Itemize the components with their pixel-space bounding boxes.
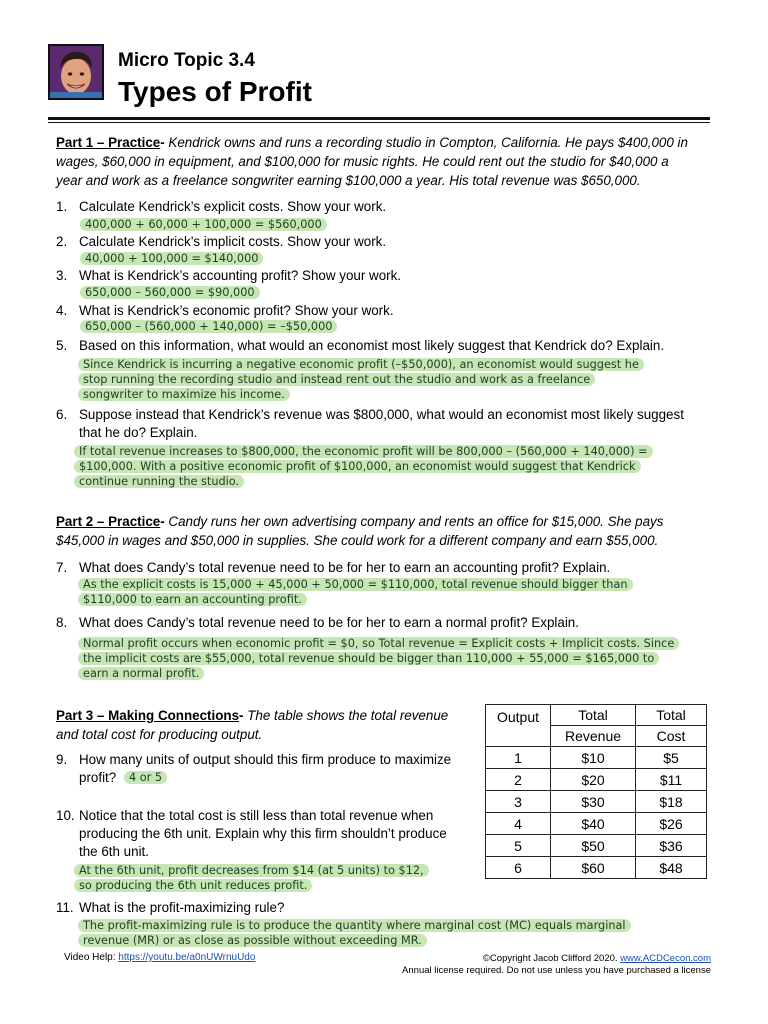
table-row (486, 791, 707, 813)
answer-8-line3: earn a normal profit. (78, 667, 204, 680)
question-10-line2: producing the 6th unit. Explain why this firm shouldn’t produce (79, 826, 447, 841)
video-help (64, 952, 255, 963)
cell-revenue: $10 (551, 747, 636, 769)
answer-5-line2: stop running the recording studio and instead rent out the studio and work as a freelance (78, 373, 595, 386)
part2-dash: - (160, 514, 169, 529)
cell-cost: $48 (636, 857, 707, 879)
part2-intro-line1: Candy runs her own advertising company and rents an office for $15,000. She pays (168, 514, 664, 529)
question-number: 3. (56, 268, 68, 283)
answer-2 (80, 251, 263, 266)
question-text (79, 751, 451, 787)
cell-cost: $26 (636, 813, 707, 835)
acdc-site-link[interactable]: www.ACDCecon.com (620, 953, 711, 964)
header-total-revenue-1: Total (551, 705, 636, 726)
answer-3-text: 650,000 – 560,000 = $90,000 (80, 286, 260, 299)
answer-6-line3: continue running the studio. (74, 475, 244, 488)
question-number: 11. (56, 900, 74, 915)
answer-9 (124, 771, 167, 784)
answer-6-line2: $100,000. With a positive economic profit of $100,000, an economist would suggest that Kendrick (74, 460, 641, 473)
author-portrait-icon (50, 46, 102, 98)
question-6-line1: Suppose instead that Kendrick’s revenue was $800,000, what would an economist most likely suggest (79, 407, 684, 422)
header-divider (48, 117, 710, 120)
answer-8 (78, 636, 679, 681)
cell-cost: $5 (636, 747, 707, 769)
answer-11-line1: The profit-maximizing rule is to produce the quantity where marginal cost (MC) equals marginal (78, 919, 631, 932)
question-9-line1: How many units of output should this firm produce to maximize (79, 752, 452, 767)
table-row (486, 769, 707, 791)
part2-heading: Part 2 – Practice (56, 514, 161, 529)
question-text: What does Candy’s total revenue need to be for her to earn an accounting profit? Explain. (79, 560, 611, 575)
answer-2-text: 40,000 + 100,000 = $140,000 (80, 252, 263, 265)
question-text: What is the profit-maximizing rule? (79, 900, 285, 915)
copyright-text: ©Copyright Jacob Clifford 2020. (482, 953, 621, 964)
copyright-block (402, 953, 711, 977)
question-text: Calculate Kendrick’s implicit costs. Show your work. (79, 234, 387, 249)
answer-7 (78, 577, 633, 607)
question-number: 4. (56, 303, 68, 318)
cell-cost: $11 (636, 769, 707, 791)
cell-output: 4 (486, 813, 551, 835)
answer-10-line1: At the 6th unit, profit decreases from $14 (at 5 units) to $12, (74, 864, 429, 877)
answer-3 (80, 285, 260, 300)
cell-revenue: $60 (551, 857, 636, 879)
answer-4 (80, 319, 337, 334)
answer-1-text: 400,000 + 60,000 + 100,000 = $560,000 (80, 218, 327, 231)
cell-output: 1 (486, 747, 551, 769)
answer-11 (78, 918, 631, 948)
table-row (486, 813, 707, 835)
answer-5-line1: Since Kendrick is incurring a negative economic profit (–$50,000), an economist would suggest he (78, 358, 644, 371)
cell-output: 3 (486, 791, 551, 813)
cell-revenue: $20 (551, 769, 636, 791)
cell-cost: $36 (636, 835, 707, 857)
cell-output: 2 (486, 769, 551, 791)
question-text: Calculate Kendrick’s explicit costs. Show your work. (79, 199, 387, 214)
answer-8-line2: the implicit costs are $55,000, total revenue should be bigger than 110,000 + 55,000 = $165,000 to (78, 652, 659, 665)
answer-9-text: 4 or 5 (124, 771, 167, 784)
answer-6 (74, 444, 653, 489)
table-row (486, 747, 707, 769)
question-number: 5. (56, 338, 68, 353)
part2-intro (56, 512, 663, 550)
revenue-cost-table (485, 704, 707, 879)
header-total-revenue-2: Revenue (551, 726, 636, 747)
question-text: What does Candy’s total revenue need to be for her to earn a normal profit? Explain. (79, 615, 579, 630)
part2-intro-line2: $45,000 in wages and $50,000 in supplies. She could work for a different company and earn $55,000. (56, 533, 659, 548)
video-help-label: Video Help: (64, 952, 119, 963)
question-number: 9. (56, 752, 68, 767)
part1-intro-line2: wages, $60,000 in equipment, and $100,000 for music rights. He could rent out the studio for $40,000 a (56, 154, 669, 169)
header-total-cost-1: Total (636, 705, 707, 726)
question-number: 7. (56, 560, 68, 575)
part1-heading: Part 1 – Practice (56, 135, 161, 150)
question-number: 6. (56, 407, 68, 422)
cell-output: 5 (486, 835, 551, 857)
worksheet-header (48, 44, 708, 112)
answer-10-line2: so producing the 6th unit reduces profit. (74, 879, 312, 892)
answer-4-text: 650,000 – (560,000 + 140,000) = –$50,000 (80, 320, 337, 333)
question-number: 1. (56, 199, 68, 214)
table-header-row-1 (486, 705, 707, 726)
license-notice: Annual license required. Do not use unless you have purchased a license (402, 965, 711, 976)
cell-revenue: $50 (551, 835, 636, 857)
micro-topic-label: Micro Topic 3.4 (118, 50, 255, 71)
question-text (79, 406, 684, 442)
answer-8-line1: Normal profit occurs when economic profit = $0, so Total revenue = Explicit costs + Implicit costs. Since (78, 637, 679, 650)
cell-revenue: $40 (551, 813, 636, 835)
table-row (486, 857, 707, 879)
table-row (486, 835, 707, 857)
question-text: What is Kendrick’s accounting profit? Show your work. (79, 268, 402, 283)
part3-intro (56, 706, 448, 744)
question-text: Based on this information, what would an economist most likely suggest that Kendrick do? Explain. (79, 338, 665, 353)
cell-revenue: $30 (551, 791, 636, 813)
header-divider-thin (48, 122, 710, 123)
question-text: What is Kendrick’s economic profit? Show your work. (79, 303, 394, 318)
part3-intro-line2: and total cost for producing output. (56, 727, 263, 742)
header-output: Output (486, 705, 551, 747)
cell-output: 6 (486, 857, 551, 879)
question-number: 10. (56, 808, 75, 823)
answer-5 (78, 357, 644, 402)
question-10-line3: the 6th unit. (79, 844, 149, 859)
answer-7-line2: $110,000 to earn an accounting profit. (78, 593, 307, 606)
header-total-cost-2: Cost (636, 726, 707, 747)
part3-intro-line1: The table shows the total revenue (247, 708, 449, 723)
answer-10 (74, 863, 429, 893)
answer-7-line1: As the explicit costs is 15,000 + 45,000 + 50,000 = $110,000, total revenue should bigger than (78, 578, 633, 591)
question-9-line2: profit? (79, 770, 117, 785)
part3-heading: Part 3 – Making Connections (56, 708, 240, 723)
part1-intro-line1: Kendrick owns and runs a recording studio in Compton, California. He pays $400,000 in (168, 135, 688, 150)
question-number: 2. (56, 234, 68, 249)
answer-1 (80, 217, 327, 232)
part3-dash: - (239, 708, 248, 723)
video-help-link[interactable]: https://youtu.be/a0nUWrnuUdo (118, 952, 256, 963)
question-10-line1: Notice that the total cost is still less than total revenue when (79, 808, 434, 823)
answer-11-line2: revenue (MR) or as close as possible without exceeding MR. (78, 934, 427, 947)
answer-6-line1: If total revenue increases to $800,000, the economic profit will be 800,000 – (560,000 + 140,000) = (74, 445, 653, 458)
page-title: Types of Profit (118, 76, 312, 107)
question-number: 8. (56, 615, 68, 630)
question-text (79, 807, 447, 861)
part1-dash: - (160, 135, 169, 150)
answer-5-line3: songwriter to maximize his income. (78, 388, 290, 401)
question-6-line2: that he do? Explain. (79, 425, 198, 440)
cell-cost: $18 (636, 791, 707, 813)
author-avatar (48, 44, 104, 100)
part1-intro-line3: year and work as a freelance songwriter earning $100,000 a year. His total revenue was $650,000. (56, 173, 641, 188)
part1-intro (56, 133, 688, 190)
